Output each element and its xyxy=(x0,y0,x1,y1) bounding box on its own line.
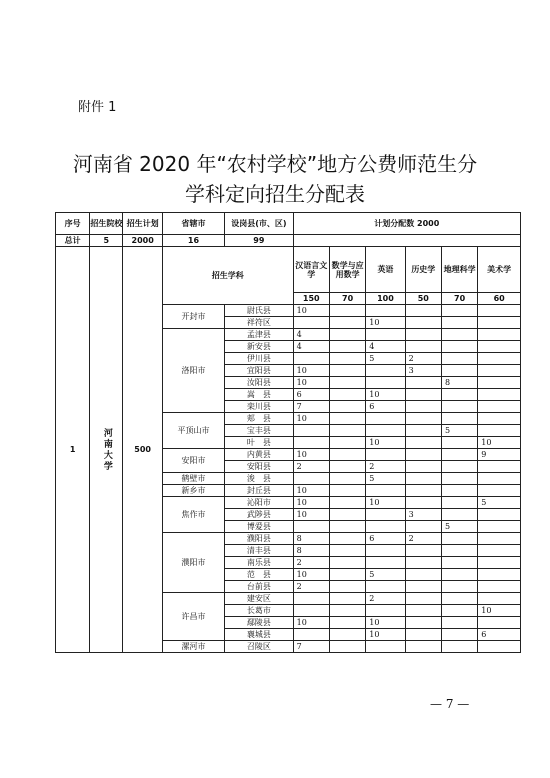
value-cell xyxy=(478,593,521,605)
value-cell xyxy=(329,413,365,425)
value-cell: 8 xyxy=(293,533,329,545)
value-cell: 10 xyxy=(293,569,329,581)
value-cell xyxy=(366,521,405,533)
value-cell xyxy=(329,425,365,437)
totals-empty xyxy=(293,235,520,247)
value-cell xyxy=(405,437,441,449)
value-cell: 6 xyxy=(366,401,405,413)
county-cell: 祥符区 xyxy=(225,317,293,329)
value-cell xyxy=(329,617,365,629)
value-cell: 2 xyxy=(293,557,329,569)
value-cell xyxy=(478,305,521,317)
value-cell: 10 xyxy=(293,617,329,629)
value-cell: 10 xyxy=(366,437,405,449)
value-cell xyxy=(441,569,477,581)
totals-schools: 5 xyxy=(90,235,123,247)
value-cell xyxy=(329,533,365,545)
value-cell xyxy=(478,509,521,521)
value-cell xyxy=(441,485,477,497)
value-cell xyxy=(329,641,365,653)
value-cell xyxy=(329,593,365,605)
value-cell xyxy=(329,317,365,329)
value-cell xyxy=(478,569,521,581)
value-cell xyxy=(441,341,477,353)
value-cell: 10 xyxy=(293,365,329,377)
value-cell xyxy=(329,329,365,341)
value-cell: 6 xyxy=(293,389,329,401)
value-cell xyxy=(329,341,365,353)
value-cell: 4 xyxy=(293,341,329,353)
value-cell xyxy=(405,377,441,389)
value-cell xyxy=(478,473,521,485)
value-cell xyxy=(366,305,405,317)
value-cell xyxy=(293,425,329,437)
value-cell xyxy=(405,629,441,641)
value-cell xyxy=(366,509,405,521)
subject-count: 50 xyxy=(405,293,441,305)
value-cell xyxy=(478,425,521,437)
header-index: 序号 xyxy=(56,213,90,235)
value-cell xyxy=(441,353,477,365)
county-cell: 濮阳县 xyxy=(225,533,293,545)
value-cell xyxy=(329,485,365,497)
value-cell xyxy=(405,401,441,413)
subject-count: 100 xyxy=(366,293,405,305)
value-cell xyxy=(405,425,441,437)
value-cell xyxy=(478,641,521,653)
city-cell: 漯河市 xyxy=(162,641,224,653)
value-cell: 7 xyxy=(293,401,329,413)
row-index: 1 xyxy=(56,247,90,653)
value-cell: 10 xyxy=(293,509,329,521)
value-cell xyxy=(478,581,521,593)
value-cell: 10 xyxy=(366,317,405,329)
value-cell xyxy=(405,305,441,317)
county-cell: 南乐县 xyxy=(225,557,293,569)
value-cell xyxy=(478,389,521,401)
value-cell xyxy=(441,305,477,317)
value-cell xyxy=(293,629,329,641)
county-cell: 宜阳县 xyxy=(225,365,293,377)
value-cell xyxy=(405,473,441,485)
county-cell: 长葛市 xyxy=(225,605,293,617)
subject-name: 历史学 xyxy=(405,247,441,293)
value-cell xyxy=(366,413,405,425)
value-cell: 2 xyxy=(293,581,329,593)
value-cell: 10 xyxy=(478,605,521,617)
value-cell xyxy=(366,425,405,437)
value-cell xyxy=(366,557,405,569)
county-cell: 叶 县 xyxy=(225,437,293,449)
value-cell: 5 xyxy=(478,497,521,509)
value-cell xyxy=(478,365,521,377)
value-cell xyxy=(405,389,441,401)
value-cell xyxy=(329,437,365,449)
value-cell xyxy=(478,317,521,329)
value-cell xyxy=(441,545,477,557)
value-cell xyxy=(329,461,365,473)
value-cell: 10 xyxy=(293,305,329,317)
value-cell: 2 xyxy=(293,461,329,473)
value-cell xyxy=(405,617,441,629)
value-cell xyxy=(405,497,441,509)
value-cell xyxy=(293,521,329,533)
city-cell: 洛阳市 xyxy=(162,329,224,413)
value-cell xyxy=(478,461,521,473)
value-cell: 10 xyxy=(293,413,329,425)
value-cell xyxy=(405,485,441,497)
value-cell xyxy=(405,341,441,353)
value-cell xyxy=(405,449,441,461)
county-cell: 尉氏县 xyxy=(225,305,293,317)
totals-label: 总计 xyxy=(56,235,90,247)
subject-name: 地理科学 xyxy=(441,247,477,293)
value-cell: 10 xyxy=(366,629,405,641)
value-cell xyxy=(329,377,365,389)
value-cell xyxy=(441,473,477,485)
county-cell: 博爱县 xyxy=(225,521,293,533)
value-cell xyxy=(478,341,521,353)
value-cell xyxy=(405,569,441,581)
city-cell: 许昌市 xyxy=(162,593,224,641)
value-cell xyxy=(329,509,365,521)
value-cell: 10 xyxy=(478,437,521,449)
value-cell: 6 xyxy=(478,629,521,641)
value-cell: 10 xyxy=(293,449,329,461)
county-cell: 鄢陵县 xyxy=(225,617,293,629)
value-cell: 7 xyxy=(293,641,329,653)
value-cell: 8 xyxy=(293,545,329,557)
header-school: 招生院校 xyxy=(90,213,123,235)
totals-plan: 2000 xyxy=(123,235,162,247)
county-cell: 建安区 xyxy=(225,593,293,605)
value-cell xyxy=(293,593,329,605)
city-cell: 平顶山市 xyxy=(162,413,224,449)
value-cell xyxy=(441,437,477,449)
city-cell: 濮阳市 xyxy=(162,533,224,593)
attachment-label: 附件 1 xyxy=(78,100,117,115)
value-cell xyxy=(366,485,405,497)
value-cell: 5 xyxy=(366,473,405,485)
value-cell: 4 xyxy=(366,341,405,353)
totals-row xyxy=(56,235,521,247)
county-cell: 沁阳市 xyxy=(225,497,293,509)
value-cell: 8 xyxy=(441,377,477,389)
subject-count: 70 xyxy=(441,293,477,305)
value-cell: 5 xyxy=(366,353,405,365)
value-cell xyxy=(405,581,441,593)
header-allocation: 计划分配数 2000 xyxy=(293,213,520,235)
table-header-row xyxy=(56,213,521,235)
value-cell xyxy=(405,317,441,329)
value-cell xyxy=(478,485,521,497)
value-cell xyxy=(441,461,477,473)
value-cell: 10 xyxy=(366,497,405,509)
county-cell: 召陵区 xyxy=(225,641,293,653)
value-cell xyxy=(366,581,405,593)
value-cell xyxy=(405,641,441,653)
value-cell xyxy=(441,509,477,521)
county-cell: 襄城县 xyxy=(225,629,293,641)
value-cell xyxy=(366,449,405,461)
value-cell xyxy=(478,353,521,365)
value-cell xyxy=(329,629,365,641)
value-cell xyxy=(405,461,441,473)
value-cell xyxy=(293,605,329,617)
value-cell xyxy=(329,389,365,401)
totals-counties: 99 xyxy=(225,235,293,247)
value-cell xyxy=(405,593,441,605)
subject-count: 60 xyxy=(478,293,521,305)
county-cell: 安阳县 xyxy=(225,461,293,473)
value-cell xyxy=(478,617,521,629)
county-cell: 孟津县 xyxy=(225,329,293,341)
value-cell xyxy=(441,413,477,425)
value-cell xyxy=(405,605,441,617)
subject-name: 美术学 xyxy=(478,247,521,293)
value-cell xyxy=(441,365,477,377)
value-cell xyxy=(293,317,329,329)
value-cell xyxy=(441,641,477,653)
value-cell: 3 xyxy=(405,509,441,521)
value-cell xyxy=(441,317,477,329)
value-cell xyxy=(441,389,477,401)
document-title-line2: 学科定向招生分配表 xyxy=(185,182,365,206)
value-cell xyxy=(329,521,365,533)
county-cell: 内黄县 xyxy=(225,449,293,461)
value-cell xyxy=(329,401,365,413)
county-cell: 封丘县 xyxy=(225,485,293,497)
value-cell xyxy=(405,521,441,533)
county-cell: 新安县 xyxy=(225,341,293,353)
county-cell: 郏 县 xyxy=(225,413,293,425)
value-cell xyxy=(478,533,521,545)
value-cell xyxy=(441,593,477,605)
school-name-cell xyxy=(90,247,123,653)
value-cell xyxy=(366,329,405,341)
value-cell: 2 xyxy=(366,593,405,605)
value-cell xyxy=(441,581,477,593)
county-cell: 范 县 xyxy=(225,569,293,581)
value-cell xyxy=(329,605,365,617)
subject-name: 数学与应用数学 xyxy=(329,247,365,293)
value-cell: 2 xyxy=(366,461,405,473)
county-cell: 栾川县 xyxy=(225,401,293,413)
value-cell xyxy=(329,545,365,557)
county-cell: 伊川县 xyxy=(225,353,293,365)
header-plan: 招生计划 xyxy=(123,213,162,235)
city-cell: 开封市 xyxy=(162,305,224,329)
school-name: 河南大学 xyxy=(101,427,112,472)
allocation-table xyxy=(55,212,521,653)
value-cell xyxy=(329,557,365,569)
city-cell: 焦作市 xyxy=(162,497,224,533)
county-cell: 武陟县 xyxy=(225,509,293,521)
value-cell xyxy=(293,353,329,365)
value-cell xyxy=(366,641,405,653)
value-cell xyxy=(441,329,477,341)
value-cell xyxy=(366,377,405,389)
value-cell: 10 xyxy=(366,617,405,629)
value-cell: 10 xyxy=(293,377,329,389)
value-cell: 2 xyxy=(405,353,441,365)
value-cell xyxy=(405,545,441,557)
value-cell: 4 xyxy=(293,329,329,341)
subject-name: 汉语言文学 xyxy=(293,247,329,293)
value-cell xyxy=(478,329,521,341)
value-cell xyxy=(329,305,365,317)
city-cell: 鹤壁市 xyxy=(162,473,224,485)
value-cell xyxy=(405,329,441,341)
value-cell xyxy=(478,557,521,569)
header-city: 省辖市 xyxy=(162,213,224,235)
value-cell xyxy=(441,401,477,413)
value-cell: 5 xyxy=(366,569,405,581)
value-cell: 3 xyxy=(405,365,441,377)
county-cell: 汝阳县 xyxy=(225,377,293,389)
value-cell xyxy=(329,353,365,365)
value-cell xyxy=(478,545,521,557)
school-plan: 500 xyxy=(123,247,162,653)
subject-count: 150 xyxy=(293,293,329,305)
value-cell: 10 xyxy=(293,497,329,509)
value-cell xyxy=(329,473,365,485)
subjects-label: 招生学科 xyxy=(162,247,293,305)
value-cell xyxy=(478,413,521,425)
city-cell: 新乡市 xyxy=(162,485,224,497)
subject-name: 英语 xyxy=(366,247,405,293)
value-cell xyxy=(366,605,405,617)
value-cell xyxy=(329,449,365,461)
value-cell xyxy=(441,449,477,461)
value-cell xyxy=(441,629,477,641)
page-number: — 7 — xyxy=(430,697,470,711)
totals-cities: 16 xyxy=(162,235,224,247)
value-cell xyxy=(329,581,365,593)
value-cell xyxy=(366,365,405,377)
county-cell: 台前县 xyxy=(225,581,293,593)
value-cell: 2 xyxy=(405,533,441,545)
value-cell xyxy=(293,473,329,485)
value-cell xyxy=(478,401,521,413)
value-cell xyxy=(329,497,365,509)
value-cell xyxy=(441,605,477,617)
value-cell: 10 xyxy=(293,485,329,497)
value-cell xyxy=(441,557,477,569)
value-cell xyxy=(441,497,477,509)
subjects-row xyxy=(56,247,521,293)
value-cell xyxy=(329,365,365,377)
county-cell: 浚 县 xyxy=(225,473,293,485)
value-cell: 5 xyxy=(441,521,477,533)
document-title-line1: 河南省 2020 年“农村学校”地方公费师范生分 xyxy=(72,152,478,176)
value-cell xyxy=(329,569,365,581)
county-cell: 宝丰县 xyxy=(225,425,293,437)
value-cell xyxy=(405,413,441,425)
value-cell: 5 xyxy=(441,425,477,437)
value-cell xyxy=(441,533,477,545)
value-cell xyxy=(478,377,521,389)
value-cell xyxy=(366,545,405,557)
county-cell: 清丰县 xyxy=(225,545,293,557)
city-cell: 安阳市 xyxy=(162,449,224,473)
value-cell xyxy=(441,617,477,629)
value-cell: 9 xyxy=(478,449,521,461)
subject-count: 70 xyxy=(329,293,365,305)
value-cell xyxy=(478,521,521,533)
value-cell xyxy=(405,557,441,569)
county-cell: 嵩 县 xyxy=(225,389,293,401)
value-cell: 6 xyxy=(366,533,405,545)
value-cell: 10 xyxy=(366,389,405,401)
value-cell xyxy=(293,437,329,449)
header-county: 设岗县(市、区) xyxy=(225,213,293,235)
